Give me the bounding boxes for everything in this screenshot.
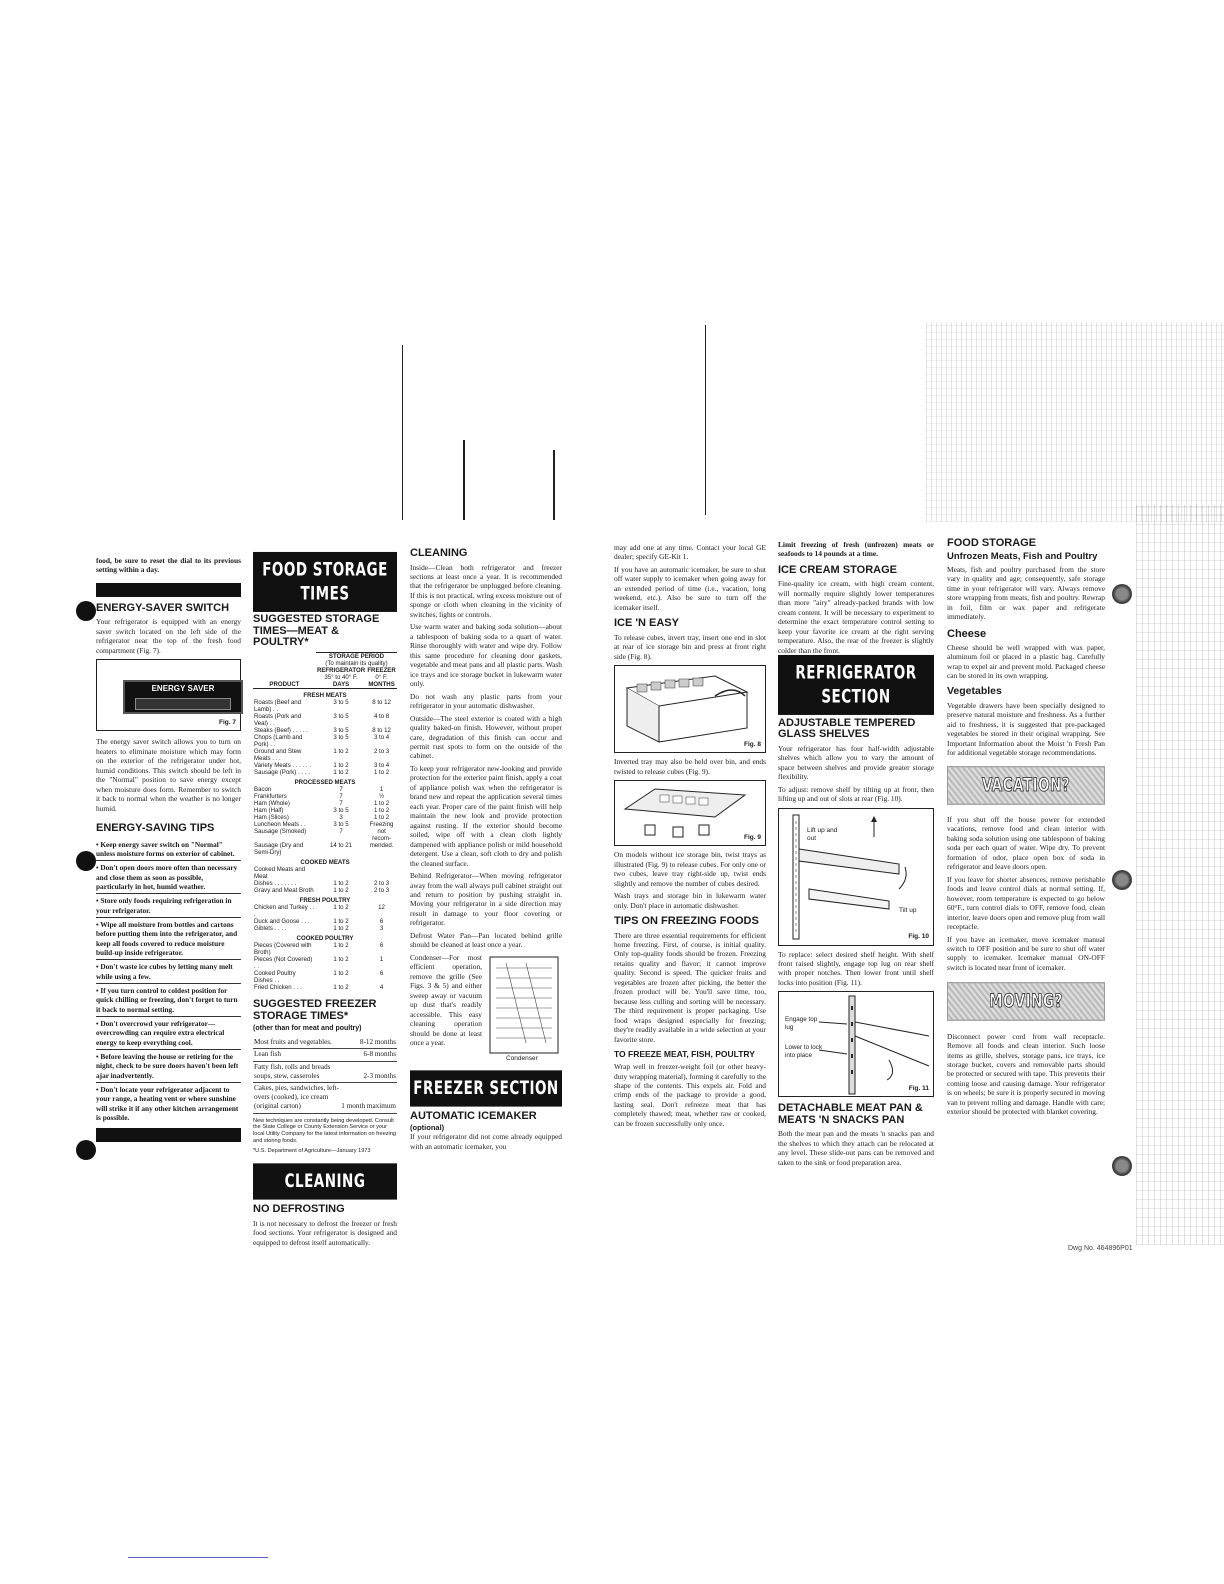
scan-noise [926,322,1224,522]
storage-row [253,942,397,956]
period-sub: (To maintain its quality) [325,660,388,668]
storage-months: 3 to 4 [373,762,390,770]
scan-line [402,345,403,520]
moving-text: Disconnect power cord from wall receptacle. Remove all foods and clean interior. Such loose items as grille, shelves, storage pans, ice trays, ice storage bucket, covers and removable parts should be protected or secured with tape. This prevents their coming loose and causing damage. Your refrigerator is on wheels; be sure it is properly secured in moving van to prevent rolling and damage. Handle with care; exterior should be protected with blanket covering. [947,1031,1105,1117]
column-1 [96,556,241,1142]
cleaning-outside: Outside—The steel exterior is coated with a high quality baked-on finish. However, without proper care, degradation of this finish can occur and permit rust spots to form on the outside of the cabinet. [410,713,562,761]
punch-hole-icon [1112,870,1132,890]
storage-months: 6 [379,942,384,950]
storage-product: Variety Meats . . . . . . [254,762,312,770]
cleaning-dishwasher: Do not wash any plastic parts from your refrigerator in your automatic dishwasher. [410,691,562,711]
storage-months: not recom- [372,828,392,843]
tips-heading: ENERGY-SAVING TIPS [96,822,215,835]
fig-11-label: Fig. 11 [908,1085,929,1093]
scan-line [705,325,706,515]
storage-row [253,786,397,793]
freezing-tips-text: There are three essential requirements for efficient home freezing. First, of course, is initial quality. Only top-quality foods should be frozen. Freezing retains quality and flavor; it cannot improve quality. Second is speed. The quicker fruits and vegetables are frozen after picking, the better the frozen product will be. You'll save time, too, because less culling and sorting will be necessary. The third requirement is proper packaging. Use food wraps designed especially for freezing; they're readily available in a wide selection at your favorite store. [614,930,766,1044]
storage-product: Sausage (Dry and Semi-Dry) [254,842,304,857]
storage-days: 3 to 5 [333,807,349,815]
fig-8-label: Fig. 8 [744,740,761,748]
storage-months: 1 to 2 [373,807,390,815]
storage-row [253,866,397,880]
freeze-meat-heading: TO FREEZE MEAT, FISH, POULTRY [614,1049,755,1060]
scan-line [128,1557,268,1558]
storage-group-name: COOKED POULTRY [296,935,354,943]
tip-item: • Keep energy saver switch on "Normal" unless moisture forms on exterior of cabinet. [96,839,235,858]
vacation-text-2: If you leave for shorter absences, remove perishable foods and leave control dials at normal setting. If, however, room temperature is expected to go below 60°F., turn control dials to OFF, remove food, clean interior, leave doors open and remove plug from wall receptacle. [947,874,1105,932]
icemaker-text: If your refrigerator did not come already equipped with an automatic icemaker, you [410,1132,562,1151]
storage-days: 3 [339,814,343,822]
storage-product: Pieces (Not Covered) . . [254,956,313,971]
tip-item: • Wipe all moisture from bottles and cartons before putting them into the refrigerator, and keep all foods covered to reduce moisture build-up inside refrigerator. [96,917,241,957]
freezer-times-sub: (other than for meat and poultry) [253,1025,362,1033]
storage-months: ½ [379,793,385,801]
period-header: STORAGE PERIOD [316,653,397,661]
storage-row [253,970,397,984]
freezer-time: 1 month maximum [340,1082,397,1113]
storage-days: 14 to 21 [330,842,353,850]
fig-10 [778,808,934,946]
storage-product: Pieces (Covered with Broth) [254,942,312,957]
storage-months: 2 to 3 [373,748,390,756]
storage-product: Fried Chicken . . . [254,984,302,992]
condenser-label: Condenser [506,1054,538,1062]
shelves-heading: ADJUSTABLE TEMPERED GLASS SHELVES [778,716,916,741]
storage-product: Frankfurters [254,793,287,801]
storage-days: 7 [339,786,343,794]
tips-list [96,838,241,1123]
energy-switch-text: Your refrigerator is equipped with an energy saver switch located on the left side of the refrigerator near the top of the fresh food compartment (Fig. 7). [96,617,241,655]
cleaning-inside: Inside—Clean both refrigerator and freezer sections at least once a year. It is recommended that the refrigerator be unplugged before cleaning. If this is not practical, wring excess moisture out of sponge or cloth when cleaning in the vicinity of switches, lights or controls. [410,562,562,619]
freezing-tips-heading: TIPS ON FREEZING FOODS [614,914,759,927]
freezer-row [253,1061,397,1082]
storage-months: Freezing [369,821,394,829]
fig-7-label: Fig. 7 [219,719,236,727]
storage-group-name: PROCESSED MEATS [294,779,356,787]
storage-months: mended. [369,842,394,850]
col-months: MONTHS [366,681,397,689]
storage-product: Chops (Lamb and Pork) . . [254,734,303,749]
cheese-text: Cheese should be well wrapped with wax paper, aluminum foil or placed in a plastic bag. Carefully wrap to expel air and prevent mold. Packaged cheese can be stored in its own wrapping. [947,642,1105,680]
tilt-up-label: Tilt up [899,906,917,914]
freezer-row [253,1082,397,1113]
lower-lock-label: Lower to lock into place [785,1044,823,1060]
fig-9 [614,780,766,846]
storage-months: 6 [379,970,384,978]
freezer-time: 6-8 months [340,1049,397,1061]
storage-row [253,821,397,828]
storage-days: 3 to 5 [333,727,349,735]
meat-pan-text: Both the meat pan and the meats 'n snacks pan and the shelves to which they attach can be relocated at any level. These slide-out pans can be removed and taken to the sink or food preparation area. [778,1129,934,1167]
storage-product: Bacon [254,786,272,794]
storage-days: 1 to 2 [333,956,349,964]
refrigerator-section-banner: REFRIGERATOR SECTION [778,655,934,715]
tip-item: • If you turn control to coldest position for quick chilling or freezing, don't forget to turn it back to normal setting. [96,983,241,1014]
cleaning-banner: CLEANING [253,1163,397,1199]
storage-row [253,807,397,814]
vegetables-text: Vegetable drawers have been specially designed to preserve natural moisture and freshness. As a further aid to freshness, it is suggested that pre-packaged vegetables be stored in their original wrapping. See Important Information about the Moist 'n Fresh Pan for additional vegetable storage recommendations. [947,700,1105,758]
vegetables-heading: Vegetables [947,685,1002,698]
fig8-after-text: Inverted tray may also be held over bin, and ends twisted to release cubes (Fig. 9). [614,757,766,776]
col-days: DAYS [316,681,366,689]
col-freezer: FREEZER [367,667,396,675]
storage-months: 3 to 4 [373,734,390,742]
food-storage-heading: FOOD STORAGE [947,537,1037,549]
column-5 [778,540,934,1170]
storage-row [253,904,397,918]
food-storage-banner: FOOD STORAGE TIMES [253,552,397,612]
storage-row [253,925,397,932]
storage-product: Roasts (Pork and Veal) . . [254,713,302,728]
divider-bar [96,583,241,597]
shelves-adjust: To adjust: remove shelf by tilting up at front, then lifting up and out of slots at rear (Fig. 10). [778,784,934,804]
fig-10-label: Fig. 10 [908,933,929,941]
storage-days: 1 to 2 [333,769,349,777]
storage-days: 1 to 2 [333,880,349,888]
drawing-number: Dwg No. 464896P01 [1068,1245,1133,1252]
storage-product: Duck and Goose . . . [254,918,310,926]
intro-text: food, be sure to reset the dial to its previous setting within a day. [96,556,241,575]
tip-item: • Before leaving the house or retiring for the night, check to be sure doors haven't been left ajar inadvertently. [96,1049,241,1080]
storage-product: Steaks (Beef) . . . . . [254,727,308,735]
storage-product: Chicken and Turkey . . . [254,904,315,919]
storage-product: Roasts (Beef and Lamb) . . [254,699,302,714]
meat-pan-heading: DETACHABLE MEAT PAN & MEATS 'N SNACKS PAN [778,1102,923,1126]
scan-noise-strip [1136,505,1224,1245]
punch-hole-icon [76,851,96,871]
storage-body [253,689,397,992]
divider-bar [96,1128,241,1142]
storage-product: Ham (Slices) [254,814,289,822]
storage-days: 3 to 5 [333,699,349,707]
energy-saver-panel [123,680,243,714]
cleaning-heading: CLEANING [410,547,468,559]
unfrozen-meats-text: Meats, fish and poultry purchased from the store vary in quality and age; consequently, safe storage time in your refrigerator will vary. Always remove store wrapping from meats, fish and poultry. Rewrap in foil, film or wax paper and refrigerate immediately. [947,564,1105,622]
shelf-removal-illustration [779,809,933,945]
condenser-illustration [486,953,562,1068]
vacation-text-1: If you shut off the house power for extended vacations, remove food and clean interior with baking soda solution using one tablespoon of baking soda per each quart of water. Wipe dry. To prevent formation of odor, place open box of soda in refrigerator and leave doors open. [947,814,1105,872]
storage-row [253,800,397,807]
storage-group-name: FRESH MEATS [303,692,347,700]
storage-row [253,918,397,925]
storage-note: New techniques are constantly being developed. Consult the State College or County Extension Service or your local Utility Company for the latest information on freezing and storing foods. [253,1117,397,1144]
storage-row [253,769,397,776]
storage-group-header [253,689,397,700]
storage-months: 1 [379,786,384,794]
storage-days: 1 to 2 [333,984,349,992]
vacation-text-3: If you have an icemaker, move icemaker manual switch to OFF position and be sure to shut off water supply to icemaker. Icemaker manual ON-OFF switch is located near front of icemaker. [947,934,1105,972]
wash-text: Wash trays and storage bin in lukewarm water only. Don't place in automatic dishwasher. [614,891,766,910]
storage-days: 3 to 5 [333,713,349,721]
vacation-banner: VACATION? [947,766,1105,805]
punch-hole-icon [76,601,96,621]
fig-7 [96,659,241,731]
shelves-replace: To replace: select desired shelf height. With shelf front raised slightly, engage top lug on rear shelf with proper notches. Then lower front until shelf locks into position (Fig. 11). [778,949,934,987]
storage-months: 2 to 3 [373,887,390,895]
storage-months: 8 to 12 [372,727,391,735]
punch-hole-icon [1112,1156,1132,1176]
storage-months: 2 to 3 [373,880,390,888]
storage-times-heading: SUGGESTED STORAGE TIMES—MEAT & POULTRY* [253,613,380,649]
freezer-food: Fatty fish, rolls and breads soups, stew, casseroles [253,1061,340,1082]
storage-row [253,748,397,762]
col-refrigerator: REFRIGERATOR [316,667,366,675]
fig9-after-text: On models without ice storage bin, twist trays as illustrated (Fig. 9) to release cubes. For only one or two cubes, leave tray right-side up, twist ends slightly and remove the number of cubes desired. [614,850,766,888]
storage-row [253,734,397,748]
freezer-food: Cakes, pies, sandwiches, left-overs (cooked), ice cream (original carton) [253,1082,340,1113]
storage-row [253,727,397,734]
col-product: PRODUCT [253,681,316,689]
scan-line [553,450,555,520]
storage-row [253,793,397,800]
energy-switch-after: The energy saver switch allows you to turn on heaters to eliminate moisture which may form on the exterior of the refrigerator under hot, humid conditions. This switch should be left in the "Normal" position to save energy except when moisture does form. Remember to switch it back to normal when the weather is no longer humid. [96,737,241,813]
tip-item: • Don't overcrowd your refrigerator—overcrowding can require extra electrical energy to keep everything cool. [96,1016,241,1047]
storage-group-header [253,894,397,904]
scan-line [463,440,465,520]
freezer-table [253,1037,397,1114]
ice-n-easy-text: To release cubes, invert tray, insert one end in slot at rear of ice storage bin and press at front right side (Fig. 8). [614,632,766,661]
unfrozen-meats-heading: Unfrozen Meats, Fish and Poultry [947,550,1098,562]
storage-product: Giblets . . . . [254,925,287,933]
storage-product: Cooked Poultry Dishes . . [254,970,296,985]
storage-group-header [253,856,397,866]
freezer-food: Lean fish [253,1049,340,1061]
ice-cream-heading: ICE CREAM STORAGE [778,563,897,576]
freezer-section-banner: FREEZER SECTION [410,1070,562,1106]
cleaning-defrost-pan: Defrost Water Pan—Pan located behind grille should be cleaned at least once a year. [410,930,562,950]
source-note: *U.S. Department of Agriculture—January 1973 [253,1148,371,1155]
tip-item: • Don't waste ice cubes by letting many melt while using a few. [96,959,241,981]
ice-n-easy-heading: ICE 'N EASY [614,617,679,630]
cleaning-polish: To keep your refrigerator new-looking and provide protection for the exterior paint finish, apply a coat of appliance polish wax when the refrigerator is brand new and repeat the application several times each year. Proper care of the paint finish will help maintain the new look and provide protection against rusting. If the exterior should become soiled, wipe off with a clean cloth lightly dampened with appliance polish or mild household detergent. Use a clean, soft cloth to dry and polish the cleaned surface. [410,763,562,868]
storage-row [253,713,397,727]
storage-days: 1 to 2 [333,762,349,770]
storage-months: 4 [379,984,384,992]
storage-months: 3 [379,925,384,933]
storage-months: 4 to 8 [373,713,390,721]
ice-water-text: If you have an automatic icemaker, be sure to shut off water supply to icemaker when going away for an extended period of time (i.e., vacation, long weekend, etc.). Also be sure to turn off the icemaker itself. [614,564,766,612]
ice-cream-text: Fine-quality ice cream, with high cream content, will normally require slightly lower temperatures than more "airy" already-packed brands with low cream content. It will be necessary to experiment to determine the exact temperature control setting to keep your favorite ice cream at the right serving temperature. Also, the rear of the freezer is slightly colder than the front. [778,579,934,655]
storage-days: 1 to 2 [333,748,349,756]
icemaker-heading: AUTOMATIC ICEMAKER [410,1110,537,1123]
col-frz-temp: 0° F. [375,674,388,682]
meat-storage-table [253,652,397,991]
storage-product: Cooked Meats and Meat [254,866,306,881]
column-4 [614,543,766,1131]
storage-group-name: COOKED MEATS [300,859,350,867]
storage-days: 1 to 2 [333,918,349,926]
storage-row [253,828,397,842]
storage-group-name: FRESH POULTRY [299,897,351,905]
storage-product: Ham (Half) [254,807,284,815]
fig-11 [778,991,934,1097]
storage-row [253,887,397,894]
tip-item: • Store only foods requiring refrigeration in your refrigerator. [96,893,241,915]
ice-bin-illustration [615,666,765,752]
storage-months: 1 [379,956,384,964]
storage-row [253,956,397,970]
storage-row [253,880,397,887]
storage-row [253,814,397,821]
cleaning-behind: Behind Refrigerator—When moving refrigerator away from the wall always pull cabinet straight out and return to position by pushing straight in. Moving your refrigerator in a side direction may result in damage to your floor covering or refrigerator. [410,871,562,928]
storage-row [253,842,397,856]
storage-months: 1 to 2 [373,800,390,808]
storage-product: Sausage (Smoked) [254,828,307,836]
no-defrost-text: It is not necessary to defrost the freezer or fresh food sections. Your refrigerator is designed and equipped to defrost itself automatically. [253,1218,397,1247]
moving-banner: MOVING? [947,983,1105,1022]
storage-months: 1 to 2 [373,814,390,822]
fig-9-label: Fig. 9 [744,833,761,841]
freezer-time: 2-3 months [340,1061,397,1082]
freezer-row [253,1037,397,1049]
storage-days: 3 to 5 [333,734,349,742]
storage-days: 3 to 5 [333,821,349,829]
energy-switch-heading: ENERGY-SAVER SWITCH [96,601,230,614]
storage-months: 6 [379,918,384,926]
storage-product: Ham (Whole) [254,800,290,808]
cheese-heading: Cheese [947,627,987,640]
storage-days: 1 to 2 [333,970,349,978]
storage-days: 7 [339,828,343,836]
column-3 [410,548,562,1154]
storage-months: 12 [378,904,385,912]
tip-item: • Don't locate your refrigerator adjacent to your range, a heating vent or where sunshine will strike it if any other kitchen arrangement is possible. [96,1082,241,1122]
lift-up-label: Lift up and out [807,826,838,842]
storage-group-header [253,776,397,786]
cleaning-condenser: Condenser—For most efficient operation, remove the grille (See Figs. 3 & 5) and either sweep away or vacuum up dust that's readily accessible. This easy cleaning operation should be done at least once a year. [410,952,482,1048]
storage-days: 1 to 2 [333,942,349,950]
freeze-meat-text: Wrap well in freezer-weight foil (or other heavy-duty wrapping material), forming it carefully to the shape of the contents. This expels air. Fold and crimp ends of the package to provide a good, lasting seal. Don't refreeze meat that has completely thawed; meat, whether raw or cooked, can be frozen successfully only once. [614,1062,766,1128]
storage-product: Sausage (Pork) . . . . [254,769,310,777]
ice-tray-illustration [615,781,765,845]
punch-hole-icon [1112,584,1132,604]
tip-item: • Don't open doors more often than necessary and close them as soon as possible, particularly in hot, humid weather. [96,860,241,891]
storage-product: Ground and Stew Meats . . . [254,748,302,763]
freezer-food: Most fruits and vegetables. [253,1037,340,1049]
icemaker-sub: (optional) [410,1122,445,1132]
storage-row [253,699,397,713]
freezer-time: 8-12 months [340,1037,397,1049]
ice-kit-text: may add one at any time. Contact your local GE dealer; specify GE-Kit 1. [614,543,766,562]
storage-product: Luncheon Meats . . [254,821,306,829]
engage-lug-label: Engage top lug [785,1016,818,1032]
limit-freezing-text: Limit freezing of fresh (unfrozen) meats or seafoods to 14 pounds at a time. [778,540,934,559]
storage-group-header [253,932,397,942]
storage-days: 1 to 2 [333,887,349,895]
storage-days: 7 [339,793,343,801]
column-6 [947,538,1105,1120]
freezer-row [253,1049,397,1061]
cleaning-solution: Use warm water and baking soda solution—about a tablespoon of baking soda to a quart of water. Rinse thoroughly with water and wipe dry. Follow this same procedure for cleaning door gaskets, vegetable and meat pans and all plastic parts. Wash ice trays and ice storage bucket in lukewarm water only. [410,622,562,689]
storage-months: 1 to 2 [373,769,390,777]
column-2 [253,556,397,1250]
storage-days: 7 [339,800,343,808]
shelves-text: Your refrigerator has four half-width adjustable shelves which allow you to vary the amount of space between shelves and provide greater storage flexibility. [778,743,934,782]
storage-product: Dishes . . . . . . . [254,880,297,888]
condenser-block [410,953,562,1068]
storage-product: Gravy and Meat Broth [254,887,314,895]
punch-hole-icon [76,1140,96,1160]
energy-saver-switch-icon [135,698,231,710]
col-ref-temp: 35° to 40° F. [324,674,358,682]
storage-days: 1 to 2 [333,904,349,912]
freezer-times-heading: SUGGESTED FREEZER STORAGE TIMES* [253,998,377,1022]
storage-days [316,866,366,880]
storage-row [253,762,397,769]
no-defrost-heading: NO DEFROSTING [253,1203,345,1216]
storage-row [253,984,397,991]
energy-saver-label: ENERGY SAVER [151,684,215,694]
storage-months: 8 to 12 [372,699,391,707]
storage-days: 1 to 2 [333,925,349,933]
storage-months [366,866,397,880]
fig-8 [614,665,766,753]
